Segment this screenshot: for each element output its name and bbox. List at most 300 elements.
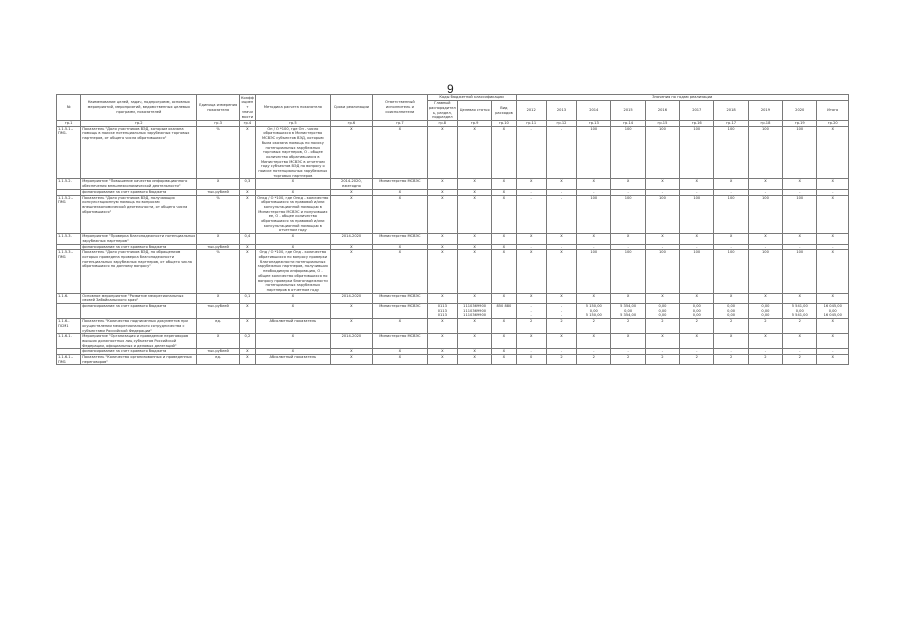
column-number: гр.8 [427,121,457,127]
table-cell: Х [427,189,457,195]
table-cell: Х [255,189,330,195]
table-cell: - [546,126,576,179]
table-cell: Абсолютный показатель [255,355,330,365]
table-cell: - [546,244,576,250]
table-cell: Х [680,334,714,349]
table-cell: 16 045,00 0,00 16 045,00 [817,304,849,319]
table-cell: 2014-2020 [330,334,372,349]
table-cell: 2014-2020 [330,234,372,244]
table-row [57,179,849,189]
table-row [57,195,849,234]
table-cell: Х [680,293,714,303]
table-cell: 2014-2020, ежегодно [330,179,372,189]
column-number: гр.4 [239,121,255,127]
table-cell: - [817,349,849,355]
table-cell: 2 [680,319,714,334]
table-cell: Х [373,355,428,365]
table-cell: - [611,349,645,355]
table-cell: - [680,349,714,355]
column-number: гр.17 [714,121,748,127]
table-cell: - [516,244,546,250]
table-cell: Х [330,319,372,334]
table-cell: финансирование за счет краевого бюджета [81,304,197,319]
table-cell: % [197,250,239,293]
table-cell: Х [645,334,679,349]
table-cell: Х [373,244,428,250]
table-cell: 100 [714,250,748,293]
table-cell: Мероприятие "Проверка благонадежности потенциальных зарубежных партнеров" [82,234,196,243]
table-cell: 100 [680,195,714,234]
table-cell: Х [427,195,457,234]
column-number: гр.13 [577,121,611,127]
column-number: гр.9 [457,121,491,127]
table-cell: Х [577,234,611,244]
table-cell: Х [255,334,330,349]
table-cell: Х [492,189,516,195]
table-row [57,355,849,365]
header-terms: Сроки реализации [330,95,372,121]
table-cell: Х [492,195,516,234]
table-cell: Х [783,334,817,349]
column-number: гр.3 [197,121,239,127]
table-cell: - [645,349,679,355]
column-number: гр.15 [645,121,679,127]
table-cell: - - - [546,304,576,319]
table-cell: Х [239,250,255,293]
header-executor: Ответственный исполнитель и соисполнители [373,95,428,121]
table-cell: Х [817,319,849,334]
table-cell: Х [457,126,491,179]
table-cell: Х [330,349,372,355]
table-cell: Х [783,179,817,189]
table-cell: Х [427,126,457,179]
table-cell: Х [239,126,255,179]
table-cell: 2 [516,319,546,334]
table-cell: - [611,244,645,250]
table-cell: Х [330,304,372,319]
table-cell: Х [516,250,546,293]
table-cell: Х [197,293,239,303]
table-cell: - [611,189,645,195]
table-cell: Х [427,349,457,355]
table-cell: Х [457,293,491,303]
table-cell: Х [492,355,516,365]
table-cell: Х [516,179,546,189]
table-cell: 0,00 0,00 0,00 [645,304,679,319]
table-cell: 0 [516,355,546,365]
table-cell: Х [817,195,849,234]
table-cell: Опд / О *100, где Опд - количество обратившихся по вопросу проверки благонадежности потенциальных зарубежных партнеров, получивших необходимую информацию, О - общее количество обратившихся по вопросу проверки благонадежности потенциальных зарубежных партнеров в отчетном году [255,250,330,293]
table-cell: Х [427,179,457,189]
table-cell: 1.1.5.3.-ПМ1 [57,250,81,293]
table-cell: 0,4 [239,234,255,244]
table-cell: Х [255,179,330,189]
table-cell: Х [546,334,576,349]
table-cell: Х [645,293,679,303]
table-cell: 2 [680,355,714,365]
table-cell: Х [492,293,516,303]
table-cell: Х [457,195,491,234]
table-cell: Х [645,234,679,244]
table-cell: Х [492,334,516,349]
table-cell: Х [255,234,330,244]
table-cell: Х [516,293,546,303]
table-cell: Х [817,293,849,303]
table-cell: Х [239,189,255,195]
table-cell: - [783,244,817,250]
table-cell: 5 150,00 0,00 5 150,00 [577,304,611,319]
table-cell: Х [330,244,372,250]
table-cell: Х [239,195,255,234]
table-cell: 1110369900 1110369900 1110369900 [457,304,491,319]
table-cell: 2 [783,319,817,334]
table-cell: 2014-2020 [330,293,372,303]
header-year: 2020 [783,101,817,121]
table-cell: - [546,349,576,355]
table-cell: Х [427,250,457,293]
table-cell: - [714,244,748,250]
table-cell: - [577,349,611,355]
table-cell: 100 [748,126,782,179]
header-method: Методика расчета показателя [255,95,330,121]
table-cell: Х [492,234,516,244]
table-cell: 100 [645,250,679,293]
table-cell: Х [427,234,457,244]
table-cell: Х [817,234,849,244]
column-number: гр.11 [516,121,546,127]
table-cell: Х [516,334,546,349]
table-cell: Х [239,349,255,355]
table-cell: 100 [680,126,714,179]
table-cell: Показатель "Доля участников ВЭД, которым оказана помощь в поиске потенциальных зарубежных торговых партнеров, от общего числа обратившихся" [81,126,197,179]
table-cell: Х [611,293,645,303]
table-cell: 100 [748,250,782,293]
table-cell: Х [714,179,748,189]
table-cell: Х [255,304,330,319]
page-number: 9 [447,82,454,96]
header-budget-col: Главный распорядитель, раздел, подраздел [428,101,456,120]
table-cell: 850 880 [492,304,516,319]
table-cell: тыс.рублей [197,189,239,195]
table-cell: финансирование за счет краевого бюджета [81,189,197,195]
table-cell: Х [680,234,714,244]
table-cell: Х [197,179,239,189]
table-cell: Х [373,349,428,355]
table-row [57,293,849,303]
table-cell: Х [457,349,491,355]
column-number: гр.1 [57,121,81,127]
table-cell: 100 [611,250,645,293]
table-cell: Х [817,250,849,293]
table-cell: - [516,195,546,234]
table-cell: - [516,189,546,195]
table-cell: Х [457,355,491,365]
table-cell: 0,00 0,00 0,00 [748,304,782,319]
table-cell: 100 [783,126,817,179]
table-cell: 1.1.5.2.-ПМ1 [57,195,81,234]
header-year: 2017 [680,101,714,121]
table-cell: Х [427,355,457,365]
table-cell: 0,00 0,00 0,00 [680,304,714,319]
table-cell: Х [373,319,428,334]
table-cell: - [680,244,714,250]
table-cell: Основное мероприятие "Развитие межрегиональных связей Забайкальского края" [81,293,197,303]
column-number: гр.16 [680,121,714,127]
table-cell: Х [457,250,491,293]
header-budget-col: Целевая статья [457,101,491,121]
table-cell: ед. [197,355,239,365]
header-coef: Коэффициент значимости [240,95,254,119]
table-cell: 1.1.6.1. [57,334,81,349]
table-cell: 2 [546,355,576,365]
header-year: 2016 [645,101,679,121]
table-cell: 2 [577,319,611,334]
table-cell: 2 [611,319,645,334]
table-cell: Х [457,234,491,244]
header-name: Наименование целей, задач, подпрограмм, основных мероприятий, мероприятий, ведомственных целевых программ, показателей [81,95,197,121]
header-year: 2018 [714,101,748,121]
table-cell: Х [457,179,491,189]
table-cell: Х [748,334,782,349]
table-cell: - [748,189,782,195]
table-cell: Министерство МСВЭС [373,234,428,244]
table-cell: Х [714,293,748,303]
column-number: гр.14 [611,121,645,127]
table-cell: 5 354,00 0,00 5 354,00 [611,304,645,319]
table-cell: Х [373,250,428,293]
table-cell: 5 541,00 0,00 5 541,00 [783,304,817,319]
table-cell: 1.1.5.3. [57,234,81,244]
header-year: 2014 [577,101,611,121]
table-cell: - [714,189,748,195]
table-cell: Х [492,244,516,250]
table-cell: Х [817,179,849,189]
table-cell: Х [577,334,611,349]
table-cell: тыс.рублей [197,244,239,250]
table-cell: - [783,349,817,355]
table-cell: Х [373,195,428,234]
header-unit: Единица измерения показателя [197,95,239,121]
table-cell: 100 [783,250,817,293]
column-number: гр.10 [492,121,516,127]
table-cell [57,304,81,319]
table-cell: - [680,189,714,195]
table-cell: Х [611,179,645,189]
header-budget-group: Коды бюджетной классификации [427,95,516,101]
table-cell: 100 [611,126,645,179]
table-cell: Абсолютный показатель [255,319,330,334]
table-row [57,319,849,334]
table-cell: Х [330,355,372,365]
table-cell: 100 [645,126,679,179]
table-cell: Х [457,244,491,250]
table-cell: Министерство МСВЭС [373,334,428,349]
table-cell: Х [330,195,372,234]
table-cell: Х [817,334,849,349]
table-row [57,304,849,319]
table-cell: Х [427,293,457,303]
column-number: гр.2 [81,121,197,127]
table-cell: Х [330,126,372,179]
table-cell: 100 [645,195,679,234]
table-body [57,126,849,365]
table-cell: Опкд / О *100, где Опкд - количество обратившихся за правовой и/или консультационной помощью в Министерство МСВЭС и получивших ее, О - общее количество обратившихся за правовой и/или консультационной помощью в отчетном году [257,195,329,233]
table-cell: 100 [714,126,748,179]
table-cell: Х [427,319,457,334]
table-cell: Х [330,189,372,195]
table-cell: 2 [577,355,611,365]
table-cell: 2 [546,319,576,334]
table-cell: Х [457,319,491,334]
table-cell: Х [783,293,817,303]
table-cell: Х [516,234,546,244]
table-cell: 100 [577,250,611,293]
table-cell: 2 [714,319,748,334]
table-cell: Министерство МСВЭС [373,304,428,319]
table-cell: - [577,189,611,195]
table-cell: Показатель "Доля участников ВЭД, получающих консультационную помощь по вопросам внешнеэкономической деятельности, от общего числа обратившихся" [81,195,197,234]
table-cell: Х [748,179,782,189]
column-number: гр.7 [373,121,428,127]
table-cell: Х [492,179,516,189]
column-number: гр.5 [255,121,330,127]
column-number: гр.6 [330,121,372,127]
table-cell: - [714,349,748,355]
column-number: гр.12 [546,121,576,127]
table-cell: 1.1.6.1.-ПМ1 [57,355,81,365]
table-cell: Показатель "Количество организованных и проведенных переговоров" [81,355,197,365]
table-cell: 1.1.6.-ПСМ1 [57,319,81,334]
table-cell: 0,3 [239,179,255,189]
table-cell: Х [546,234,576,244]
table-cell: 100 [748,195,782,234]
table-cell: - [516,349,546,355]
table-cell: Х [373,126,428,179]
table-cell: 2 [714,355,748,365]
table-cell: Оп / О *100, где Оп - число обратившихся в Министерство МСВЭС субъектов ВЭД, которым была оказана помощь по поиску потенциальных зарубежных торговых партнеров, О - общее количество обратившихся в Министерство МСВЭС в отчетном году субъектов ВЭД по вопросу о поиске потенциальных зарубежных торговых партнеров [255,126,330,179]
header-year: 2019 [748,101,782,121]
table-cell: 1.1.5.1.-ПМ1. [57,126,81,179]
table-cell: 100 [577,126,611,179]
column-number: гр.18 [748,121,782,127]
column-number: гр.19 [783,121,817,127]
table-cell: Х [197,334,239,349]
table-cell: Х [457,334,491,349]
table-cell: Х [577,179,611,189]
table-row [57,126,849,179]
table-cell: Х [373,189,428,195]
table-cell: 100 [783,195,817,234]
table-cell: Х [427,334,457,349]
table-cell: Х [457,189,491,195]
table-cell: Мероприятие "Повышение качества информационного обеспечения внешнеэкономической деятельности" [81,179,197,189]
table-cell: тыс.рублей [197,349,239,355]
table-cell: Х [255,244,330,250]
table-cell: Х [492,319,516,334]
table-cell: Х [239,244,255,250]
table-cell: ед. [197,319,239,334]
table-cell: Министерство МСВЭС [373,293,428,303]
table-cell: Х [546,179,576,189]
table-cell: - [645,189,679,195]
header-num: № [57,95,81,121]
table-cell: Х [680,179,714,189]
table-cell: Х [645,179,679,189]
table-cell: Х [330,250,372,293]
table-cell: Х [714,234,748,244]
table-cell: 2 [645,355,679,365]
table-row [57,234,849,244]
table-cell: 1.1.6. [57,293,81,303]
column-number: гр.20 [817,121,849,127]
table-cell: 0113 0113 0113 [427,304,457,319]
table-cell: 100 [577,195,611,234]
table-cell: Х [492,126,516,179]
table-cell: % [197,126,239,179]
table-cell: - [817,189,849,195]
table-cell: 100 [714,195,748,234]
table-cell: - - - [516,304,546,319]
table-cell: - [748,244,782,250]
table-cell: % [197,195,239,234]
table-cell: Министерство МСВЭС [373,179,428,189]
table-cell: Х [783,234,817,244]
table-cell: - [817,244,849,250]
header-year: 2015 [611,101,645,121]
table-cell: тыс.рублей [197,304,239,319]
table-cell: финансирование за счет краевого бюджета [81,244,197,250]
table-cell: Х [255,349,330,355]
table-cell: Показатель "Количество подписанных документов при осуществлении межрегионального сотрудничества с субъектами Российской Федерации" [81,319,197,334]
table-cell: - [645,244,679,250]
table-cell: 100 [611,195,645,234]
header-year: 2013 [546,101,576,121]
table-cell: - [783,189,817,195]
table-cell: 2 [748,355,782,365]
table-cell: Х [817,355,849,365]
table-cell: 100 [680,250,714,293]
table-row [57,334,849,349]
table-cell: Х [748,293,782,303]
table-cell: Х [817,126,849,179]
header-year: 2012 [516,101,546,121]
table-cell: Х [197,234,239,244]
table-cell: Х [546,250,576,293]
table-cell: - [546,189,576,195]
table-cell: Х [239,319,255,334]
table-cell: 2 [611,355,645,365]
table-cell: Х [577,293,611,303]
header-year: Итого [817,101,849,121]
table-cell: - [748,349,782,355]
table-cell: 2 [783,355,817,365]
table-cell: 0,1 [239,293,255,303]
table-cell: Х [427,244,457,250]
table-cell: Х [255,293,330,303]
table-row [57,250,849,293]
header-years-group: Значения по годам реализации [516,95,848,101]
table-cell: 0,00 0,00 0,00 [714,304,748,319]
header-budget-col: Вид расходов [492,101,516,121]
table-cell: Х [239,304,255,319]
table-cell: Х [611,334,645,349]
table-cell: Х [546,293,576,303]
table-cell: - [546,195,576,234]
table-cell: 2 [645,319,679,334]
table-cell: Мероприятие "Организация и проведение переговоров высших должностных лиц субъектов Российской Федерации, официальных и деловых делегаций" [81,334,197,349]
table-cell: Х [239,355,255,365]
table-cell: Показатель "Доля участников ВЭД, по обращениям которых проведена проверка благонадежности потенциальных зарубежных партнеров, от общего числа обратившихся по данному вопросу" [81,250,197,293]
